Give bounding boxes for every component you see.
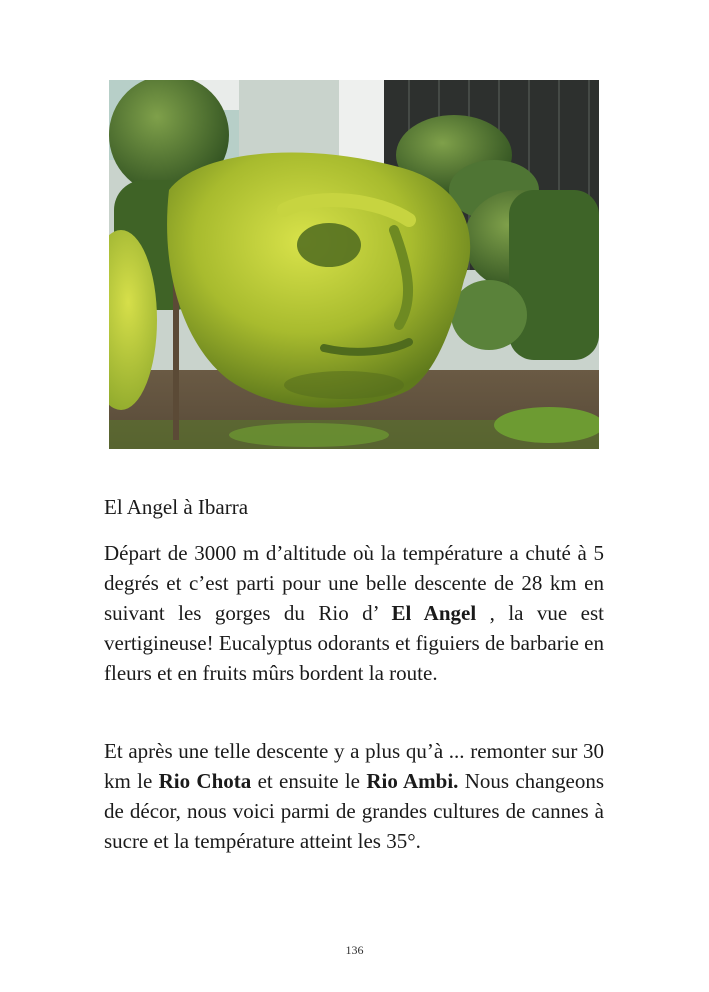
place-rio-ambi: Rio Ambi. <box>366 769 459 793</box>
page-number: 136 <box>345 943 364 957</box>
section-heading: El Angel à Ibarra <box>104 495 249 519</box>
paragraph-2-text-a: Et après une telle descente y a plus qu’à ... remonter sur 30 km le <box>104 739 604 793</box>
paragraph-1-text-a: Départ de 3000 m d’altitude où la température a chuté à 5 degrés et c’est parti pour une belle descente de 28 km en suivant les gorges du Rio d’ <box>104 541 604 625</box>
paragraph-2-text-b: et ensuite le <box>251 769 367 793</box>
paragraph-1 <box>104 538 604 688</box>
paragraph-2 <box>104 736 604 856</box>
paragraph-1-text-b: , la vue est vertigineuse! Eucalyptus odorants et figuiers de barbarie en fleurs et en fruits mûrs bordent la route. <box>104 601 605 685</box>
paragraph-2-text-c: Nous changeons de décor, nous voici parmi de grandes cultures de cannes à sucre et la température atteint les 35°. <box>104 769 605 853</box>
place-el-angel: El Angel <box>391 601 477 625</box>
place-rio-chota: Rio Chota <box>158 769 252 793</box>
topiary-face-photo <box>109 80 599 449</box>
